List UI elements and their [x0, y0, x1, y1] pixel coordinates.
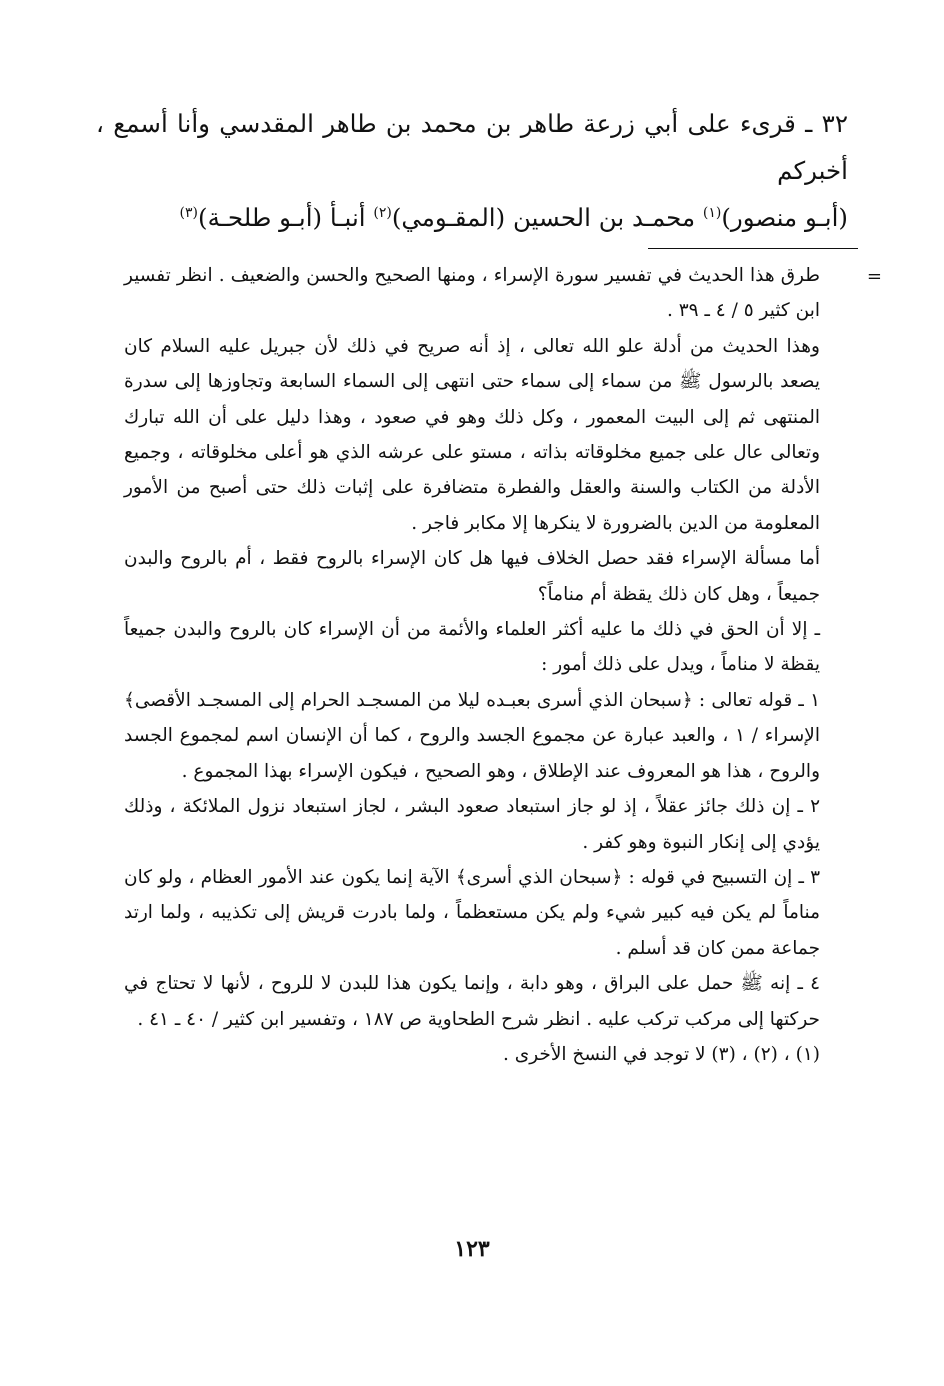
narrator-abu-mansur: (أبـو منصور) — [721, 203, 848, 232]
main-text-line-2 — [96, 194, 848, 241]
main-text-line-1: ٣٢ ـ قرىء على أبي زرعة طاهر بن محمد بن طاهر المقدسي وأنا أسمع ، أخبركم — [96, 109, 848, 185]
footnote-separator-rule — [648, 248, 858, 249]
footnote-paragraph: ٤ ـ إنه ﷺ حمل على البراق ، وهو دابة ، وإنما يكون هذا للبدن لا للروح ، لأنها لا تحتاج في حركتها إلى مركب تركب عليه . انظر شرح الطحاوية ص ١٨٧ ، وتفسير ابن كثير / ٤٠ ـ ٤١ . — [124, 973, 820, 1030]
footnotes-block — [124, 258, 820, 1072]
footnote-ref-1: (١) — [702, 204, 722, 221]
narrator-muhammad-ibn-al-husayn: محمـد بن الحسين (المقـومي) — [391, 203, 703, 232]
footnote-paragraph: طرق هذا الحديث في تفسير سورة الإسراء ، ومنها الصحيح والحسن والضعيف . انظر تفسير ابن كثير ٥ / ٤ ـ ٣٩ . — [124, 265, 820, 322]
page-number: ١٢٣ — [454, 1236, 490, 1262]
footnote-paragraph: ١ ـ قوله تعالى : ﴿سبحان الذي أسرى بعبـده ليلا من المسجـد الحرام إلى المسجـد الأقصى﴾ الإسراء / ١ ، والعبد عبارة عن مجموع الجسد والروح ، كما أن الإنسان اسم لمجموع الجسد والروح ، هذا هو المعروف عند الإطلاق ، وهو الصحيح ، فيكون الإسراء بهذا المجموع . — [124, 689, 820, 782]
footnote-ref-3: (٣) — [179, 204, 199, 221]
footnote-continuation-mark: = — [866, 266, 882, 287]
footnote-paragraph: (١) ، (٢) ، (٣) لا توجد في النسخ الأخرى . — [502, 1043, 820, 1065]
footnote-paragraph: وهذا الحديث من أدلة علو الله تعالى ، إذ أنه صريح في ذلك لأن جبريل عليه السلام كان يصعد بالرسول ﷺ من سماء إلى سماء حتى انتهى إلى السماء السابعة وتجاوزها إلى سدرة المنتهى ثم إلى البيت المعمور ، وكل ذلك وهو في صعود ، وهذا دليل على أن الله تبارك وتعالى عال على جميع مخلوقاته بذاته ، مستو على عرشه الذي هو أعلى مخلوقاته ، وجميع الأدلة من الكتاب والسنة والعقل والفطرة متضافرة على إثبات ذلك حتى أصبح من الأمور المعلومة من الدين بالضرورة لا ينكرها إلا مكابر فاجر . — [124, 335, 820, 534]
main-text-block — [96, 100, 848, 241]
footnote-paragraph: ٣ ـ إن التسبيح في قوله : ﴿سبحان الذي أسرى﴾ الآية إنما يكون عند الأمور العظام ، ولو كان مناماً لم يكن فيه كبير شيء ولم يكن مستعظماً ، ولما بادرت قريش إلى تكذيبه ، ولما ارتد جماعة ممن كان قد أسلم . — [124, 866, 820, 959]
footnote-paragraph: ٢ ـ إن ذلك جائز عقلاً ، إذ لو جاز استبعاد صعود البشر ، لجاز استبعاد نزول الملائكة ، وذلك يؤدي إلى إنكار النبوة وهو كفر . — [124, 796, 820, 853]
footnote-ref-2: (٢) — [373, 204, 392, 221]
footnote-paragraph: أما مسألة الإسراء فقد حصل الخلاف فيها هل كان الإسراء بالروح فقط ، أم بالروح والبدن جميعاً ، وهل كان ذلك يقظة أم مناماً؟ — [124, 548, 820, 605]
narrator-abu-talha: أنبـأ (أبـو طلحـة) — [198, 203, 374, 232]
footnote-paragraph: ـ إلا أن الحق في ذلك ما عليه أكثر العلماء والأئمة من أن الإسراء كان بالروح والبدن جميعاً يقظة لا مناماً ، ويدل على ذلك أمور : — [124, 619, 820, 676]
